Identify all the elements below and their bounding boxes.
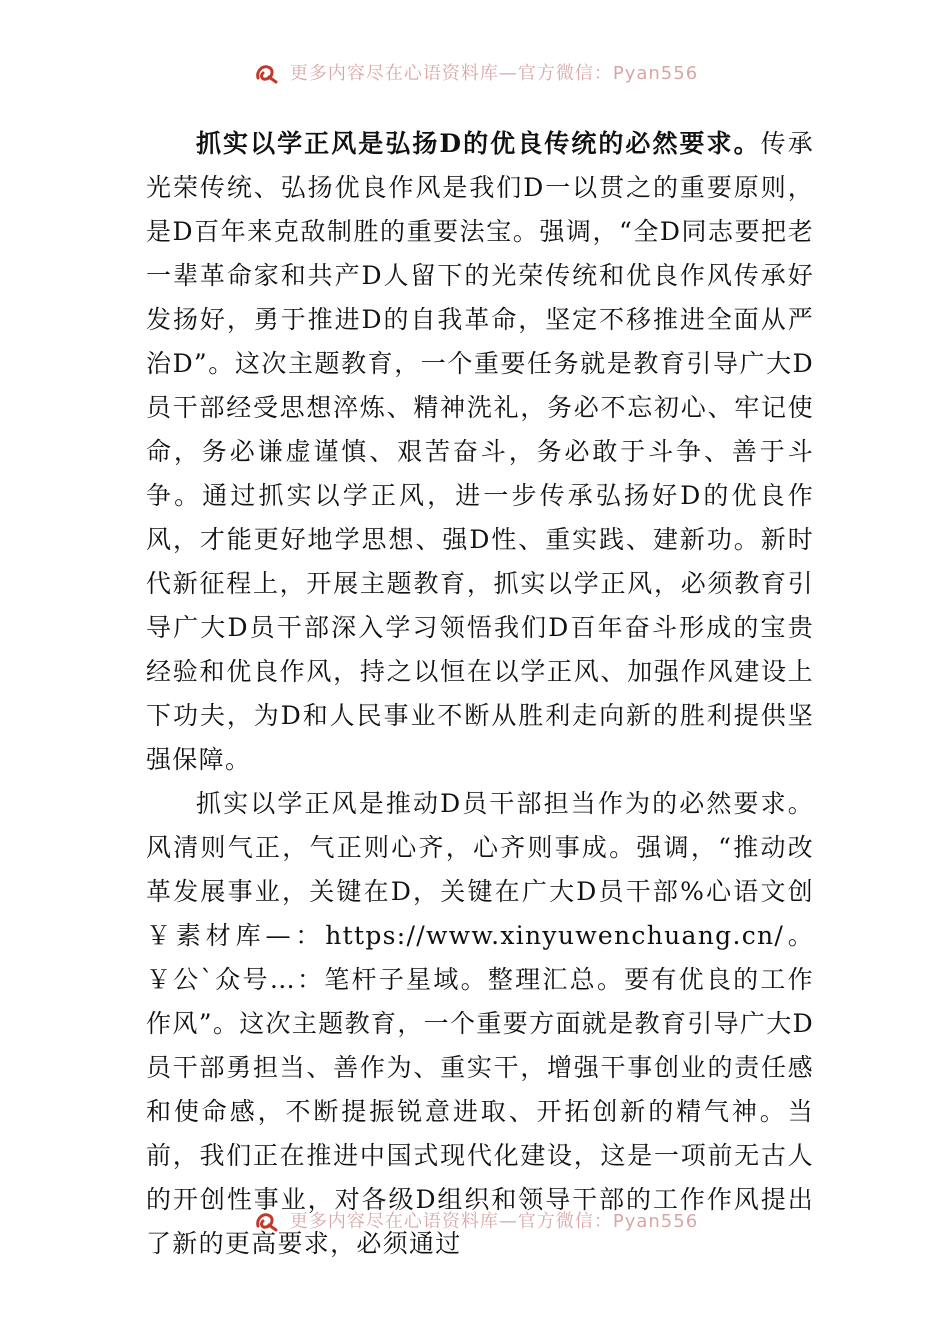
- paragraph-1-text: 传承光荣传统、弘扬优良作风是我们D一以贯之的重要原则，是D百年来克敌制胜的重要法宝。强调，“全D同志要把老一辈革命家和共产D人留下的光荣传统和优良作风传承好发扬好，勇于推进D的自我革命，坚定不移推进全面从严治D”。这次主题教育，一个重要任务就是教育引导广大D员干部经受思想淬炼、精神洗礼，务必不忘初心、牢记使命，务必谦虚谨慎、艰苦奋斗，务必敢于斗争、善于斗争。通过抓实以学正风，进一步传承弘扬好D的优良作风，才能更好地学思想、强D性、重实践、建新功。新时代新征程上，开展主题教育，抓实以学正风，必须教育引导广大D员干部深入学习领悟我们D百年奋斗形成的宝贵经验和优良作风，持之以恒在以学正风、加强作风建设上下功夫，为D和人民事业不断从胜利走向新的胜利提供坚强保障。: [146, 129, 815, 774]
- paragraph-1: [146, 122, 814, 782]
- header-banner: 更多内容尽在心语资料库—官方微信：Pyan556: [289, 63, 699, 84]
- page-footer: [0, 1200, 950, 1240]
- logo-icon: [252, 1206, 280, 1234]
- logo-icon: [252, 58, 280, 86]
- page-header: [0, 52, 950, 92]
- paragraph-2: 抓实以学正风是推动D员干部担当作为的必然要求。风清则气正，气正则心齐，心齐则事成。强调，“推动改革发展事业，关键在D，关键在广大D员干部%心语文创￥素材库—：https://www.xinyuwenchuang.cn/。￥公`众号…：笔杆子星域。整理汇总。要有优良的工作作风”。这次主题教育，一个重要方面就是教育引导广大D员干部勇担当、善作为、重实干，增强干事创业的责任感和使命感，不断提振锐意进取、开拓创新的精气神。当前，我们正在推进中国式现代化建设，这是一项前无古人的开创性事业，对各级D组织和领导干部的工作作风提出了新的更高要求，必须通过: [146, 789, 814, 1258]
- document-body: [146, 122, 814, 1266]
- footer-banner: 更多内容尽在心语资料库—官方微信：Pyan556: [289, 1211, 699, 1232]
- paragraph-1-heading: 抓实以学正风是弘扬D的优良传统的必然要求。: [196, 129, 761, 158]
